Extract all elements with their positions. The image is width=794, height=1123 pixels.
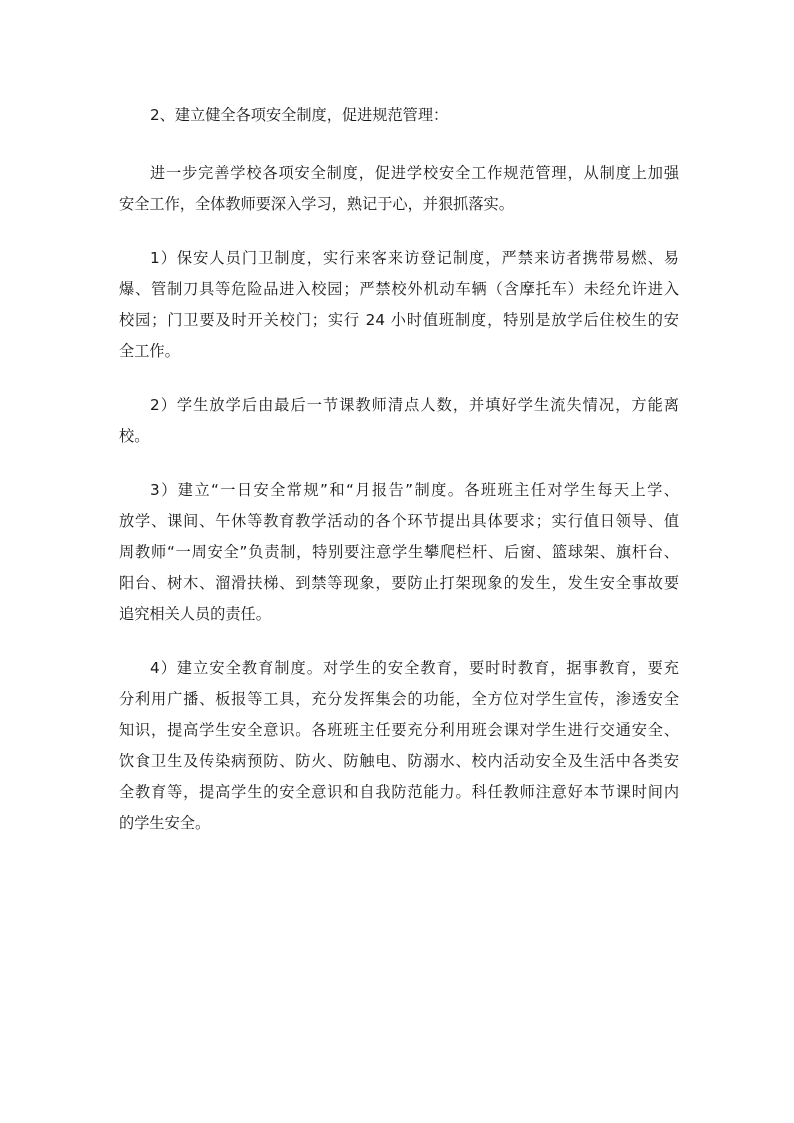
text-line: 分利用广播、板报等工具，充分发挥集会的功能，全方位对学生宣传，渗透安全 [119, 690, 679, 708]
text-line: 阳台、树木、溜滑扶梯、到禁等现象，要防止打架现象的发生，发生安全事故要 [119, 574, 679, 592]
paragraph-item-2 [119, 390, 679, 452]
text-line: 追究相关人员的责任。 [119, 605, 271, 623]
paragraph-item-1 [119, 243, 679, 367]
text-line: 爆、管制刀具等危险品进入校园；严禁校外机动车辆（含摩托车）未经允许进入 [119, 280, 679, 298]
paragraph-item-3 [119, 475, 679, 630]
text-line: 校园；门卫要及时开关校门；实行 24 小时值班制度，特别是放学后住校生的安 [119, 311, 679, 329]
paragraph-item-4 [119, 653, 679, 839]
text-line: 3）建立“一日安全常规”和“月报告”制度。各班班主任对学生每天上学、 [150, 481, 679, 499]
document-body [119, 100, 679, 862]
paragraph-intro [119, 158, 679, 220]
text-line: 2、建立健全各项安全制度，促进规范管理： [150, 106, 449, 124]
text-line: 1）保安人员门卫制度，实行来客来访登记制度，严禁来访者携带易燃、易 [150, 249, 679, 267]
text-line: 安全工作，全体教师要深入学习，熟记于心，并狠抓落实。 [119, 195, 514, 213]
text-line: 饮食卫生及传染病预防、防火、防触电、防溺水、校内活动安全及生活中各类安 [119, 752, 679, 770]
text-line: 2）学生放学后由最后一节课教师清点人数，并填好学生流失情况，方能离 [150, 396, 679, 414]
section-heading [119, 100, 679, 131]
text-line: 周教师“一周安全”负责制，特别要注意学生攀爬栏杆、后窗、篮球架、旗杆台、 [119, 543, 679, 561]
text-line: 校。 [119, 427, 150, 445]
text-line: 4）建立安全教育制度。对学生的安全教育，要时时教育，据事教育，要充 [150, 659, 679, 677]
text-line: 的学生安全。 [119, 814, 211, 832]
text-line: 知识，提高学生安全意识。各班班主任要充分利用班会课对学生进行交通安全、 [119, 721, 679, 739]
text-line: 进一步完善学校各项安全制度，促进学校安全工作规范管理，从制度上加强 [150, 164, 679, 182]
text-line: 全教育等，提高学生的安全意识和自我防范能力。科任教师注意好本节课时间内 [119, 783, 679, 801]
text-line: 全工作。 [119, 342, 180, 360]
text-line: 放学、课间、午休等教育教学活动的各个环节提出具体要求；实行值日领导、值 [119, 512, 679, 530]
